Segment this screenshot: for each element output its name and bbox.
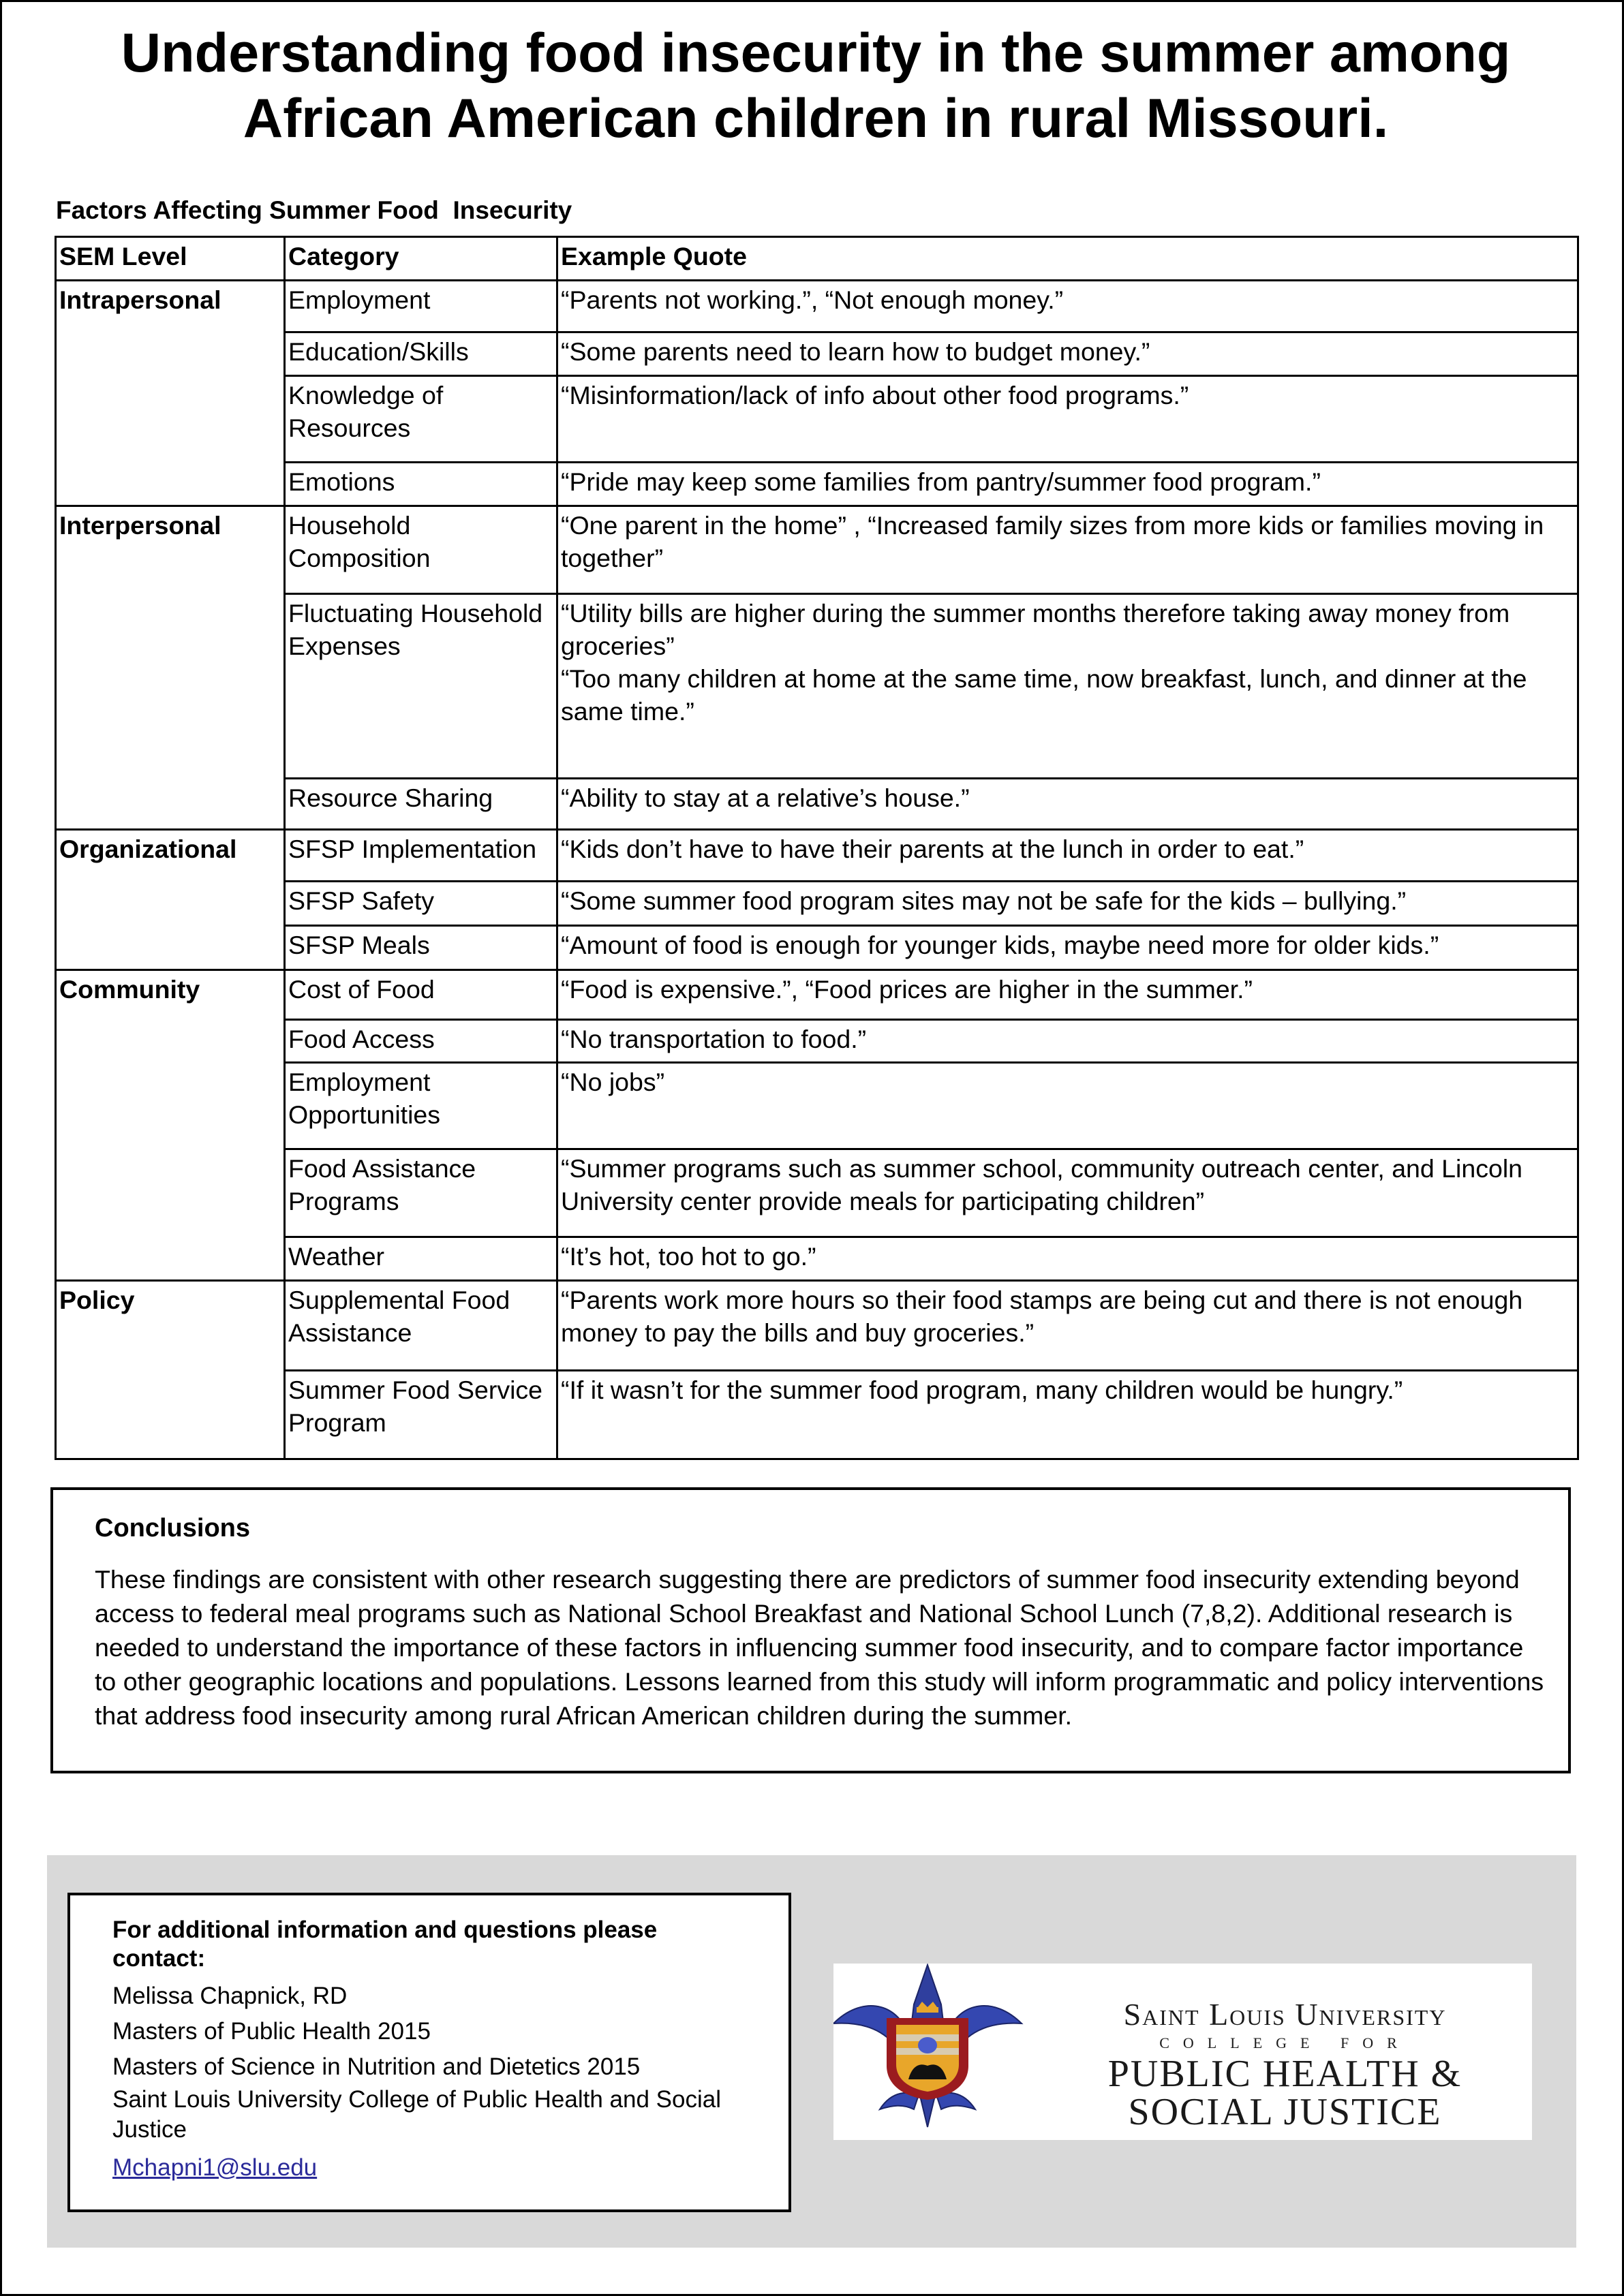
sem-level-cell: Policy [56,1281,285,1459]
table-row [56,376,1578,463]
contact-heading: For additional information and questions please contact: [112,1917,658,1972]
header-category: Category [285,237,557,281]
quote-cell [557,1371,1578,1459]
table-row [56,594,1578,779]
quote-cell [557,1149,1578,1237]
quote-text: “Utility bills are higher during the summer months therefore taking away money from groceries” [561,599,1510,660]
category-cell: Fluctuating Household Expenses [285,594,557,779]
quote-text: “No transportation to food.” [561,1025,867,1053]
table-row [56,1371,1578,1459]
conclusions-heading: Conclusions [95,1514,251,1542]
quote-cell [557,1020,1578,1063]
table-row [56,882,1578,926]
category-cell: SFSP Meals [285,926,557,970]
footer-panel [47,1855,1576,2248]
table-row [56,970,1578,1020]
conclusions-body: These findings are consistent with other research suggesting there are predictors of summer food insecurity extending beyond access to federal meal programs such as National School Breakfast and National School Lunch (7,8,2). Additional research is needed to understand the importance of these factors in influencing summer food insecurity, and to compare factor importance to other geographic locations and populations. Lessons learned from this study will inform programmatic and policy interventions that address food insecurity among rural African American children during the summer. [95,1565,1544,1730]
quote-cell [557,1237,1578,1281]
quote-cell [557,926,1578,970]
category-cell: Household Composition [285,506,557,594]
title-line-1: Understanding food insecurity in the summer among [121,22,1511,84]
quote-text: “Ability to stay at a relative’s house.” [561,784,970,812]
quote-cell [557,281,1578,332]
factors-table [55,236,1579,1460]
title-line-2: African American children in rural Missouri. [243,88,1389,149]
table-row [56,506,1578,594]
table-row [56,1063,1578,1149]
sem-level-cell: Community [56,970,285,1281]
logo-line-university: Saint Louis University [1123,1997,1447,2032]
category-cell: SFSP Safety [285,882,557,926]
quote-cell [557,779,1578,830]
slu-college-logo [833,1964,1532,2140]
quote-text: “Parents work more hours so their food stamps are being cut and there is not enough money to pay the bills and buy groceries.” [561,1286,1523,1347]
category-cell: Resource Sharing [285,779,557,830]
table-row [56,779,1578,830]
logo-wordmark [1038,1998,1532,2131]
sem-level-cell: Intrapersonal [56,281,285,506]
category-cell: Summer Food Service Program [285,1371,557,1459]
table-row [56,1149,1578,1237]
quote-text: “Amount of food is enough for younger kids, maybe need more for older kids.” [561,931,1439,959]
table-row [56,332,1578,376]
quote-text: “Kids don’t have to have their parents at the lunch in order to eat.” [561,835,1304,863]
quote-text: “No jobs” [561,1068,665,1096]
category-cell: Cost of Food [285,970,557,1020]
table-header-row [56,237,1578,281]
category-cell: Employment Opportunities [285,1063,557,1149]
quote-text: “Summer programs such as summer school, community outreach center, and Lincoln University center provide meals for participating children” [561,1154,1523,1215]
header-sem-level: SEM Level [56,237,285,281]
category-cell: Supplemental Food Assistance [285,1281,557,1371]
quote-text: “Parents not working.”, “Not enough money.” [561,285,1064,314]
quote-cell [557,463,1578,506]
conclusions-box [50,1487,1571,1773]
contact-email-link[interactable]: Mchapni1@slu.edu [112,2154,318,2181]
poster-title [55,20,1577,151]
table-row [56,830,1578,882]
category-cell: Weather [285,1237,557,1281]
sem-level-cell: Organizational [56,830,285,970]
quote-cell [557,882,1578,926]
table-row [56,1020,1578,1063]
quote-cell [557,376,1578,463]
sem-level-cell: Interpersonal [56,506,285,830]
category-cell: Food Access [285,1020,557,1063]
quote-cell [557,332,1578,376]
quote-cell [557,830,1578,882]
category-cell: Emotions [285,463,557,506]
category-cell: Employment [285,281,557,332]
category-cell: SFSP Implementation [285,830,557,882]
category-cell: Education/Skills [285,332,557,376]
table-row [56,1281,1578,1371]
contact-degree-mph: Masters of Public Health 2015 [112,2018,431,2045]
quote-text: “Food is expensive.”, “Food prices are higher in the summer.” [561,975,1253,1004]
table-row [56,926,1578,970]
contact-degree-ms: Masters of Science in Nutrition and Dietetics 2015 [112,2053,641,2080]
quote-text: “Pride may keep some families from pantry/summer food program.” [561,467,1321,496]
table-row [56,463,1578,506]
logo-line-social-justice: SOCIAL JUSTICE [1128,2091,1442,2133]
quote-cell [557,970,1578,1020]
quote-text: “One parent in the home” , “Increased family sizes from more kids or families moving in together” [561,511,1544,572]
quote-text: “If it wasn’t for the summer food program, many children would be hungry.” [561,1376,1403,1404]
contact-box [67,1893,791,2212]
header-example-quote: Example Quote [557,237,1578,281]
contact-details [112,1979,767,2186]
quote-text: “Some summer food program sites may not be safe for the kids – bullying.” [561,886,1407,915]
table-caption: Factors Affecting Summer Food Insecurity [56,196,572,224]
logo-line-public-health: PUBLIC HEALTH & [1107,2053,1462,2095]
quote-cell [557,506,1578,594]
quote-cell [557,594,1578,779]
contact-institution: Saint Louis University College of Public Health and Social Justice [112,2086,721,2143]
category-cell: Knowledge of Resources [285,376,557,463]
logo-line-college-for: COLLEGE FOR [1159,2034,1411,2051]
quote-text: “Misinformation/lack of info about other food programs.” [561,381,1189,409]
quote-text: “It’s hot, too hot to go.” [561,1242,816,1271]
contact-name: Melissa Chapnick, RD [112,1983,348,2009]
table-row [56,281,1578,332]
quote-cell [557,1281,1578,1371]
table-row [56,1237,1578,1281]
quote-text: “Too many children at home at the same time, now breakfast, lunch, and dinner at the same time.” [561,664,1527,726]
category-cell: Food Assistance Programs [285,1149,557,1237]
quote-text: “Some parents need to learn how to budget money.” [561,337,1150,366]
fleur-de-lis-crest-icon [833,1964,1038,2140]
quote-cell [557,1063,1578,1149]
